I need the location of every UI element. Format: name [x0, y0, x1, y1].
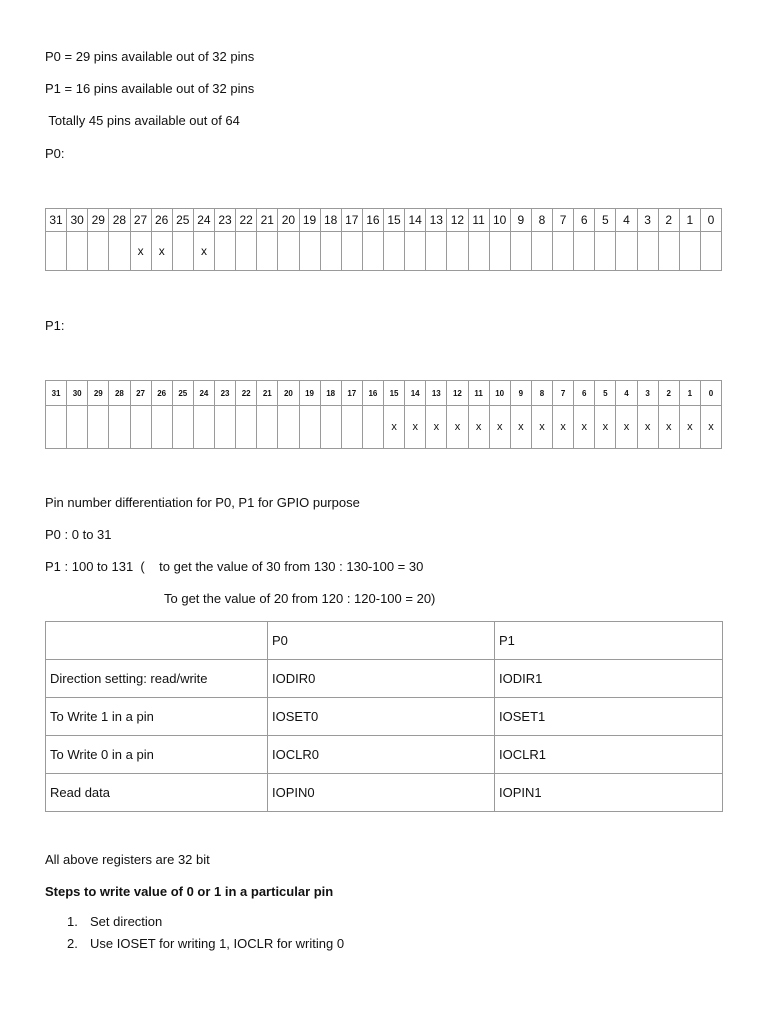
pin-mark-cell [109, 232, 130, 271]
pin-mark-cell [278, 406, 299, 449]
p0-range: P0 : 0 to 31 [45, 527, 112, 542]
step-text: Use IOSET for writing 1, IOCLR for writing 0 [90, 936, 345, 951]
register-cell: IOPIN1 [495, 774, 723, 812]
pin-number-cell: 22 [236, 209, 257, 232]
pin-number-cell: 12 [447, 381, 468, 406]
steps-list [45, 914, 344, 958]
p1-range-continued: To get the value of 20 from 120 : 120-100 = 20) [164, 591, 436, 606]
pin-number-cell: 6 [574, 209, 595, 232]
pin-mark-cell [215, 406, 236, 449]
register-cell: IOCLR1 [495, 736, 723, 774]
pin-mark-cell [341, 406, 362, 449]
steps-heading: Steps to write value of 0 or 1 in a particular pin [45, 884, 334, 899]
pin-mark-cell [67, 232, 88, 271]
pin-mark-cell: x [679, 406, 700, 449]
pin-mark-cell [46, 232, 67, 271]
gpio-heading: Pin number differentiation for P0, P1 for GPIO purpose [45, 495, 360, 510]
pin-number-cell: 29 [88, 209, 109, 232]
pin-mark-cell [679, 232, 700, 271]
pin-mark-cell [362, 406, 383, 449]
pin-mark-cell: x [637, 406, 658, 449]
pin-number-cell: 23 [215, 381, 236, 406]
pin-mark-cell [151, 406, 172, 449]
pin-mark-cell [88, 406, 109, 449]
pin-number-cell: 8 [531, 209, 552, 232]
pin-number-cell: 2 [658, 381, 679, 406]
pin-mark-cell [320, 406, 341, 449]
p1-pin-mark-row [46, 406, 722, 449]
pin-mark-cell [616, 232, 637, 271]
register-header-row [46, 622, 723, 660]
pin-mark-cell: x [595, 406, 616, 449]
pin-number-cell: 17 [341, 381, 362, 406]
register-cell: Read data [46, 774, 268, 812]
pin-number-cell: 15 [384, 381, 405, 406]
register-row [46, 774, 723, 812]
pin-mark-cell [574, 232, 595, 271]
pin-mark-cell: x [574, 406, 595, 449]
pin-mark-cell [46, 406, 67, 449]
pin-number-cell: 27 [130, 381, 151, 406]
pin-number-cell: 30 [67, 381, 88, 406]
pin-mark-cell [658, 232, 679, 271]
pin-number-cell: 18 [320, 209, 341, 232]
pin-mark-cell [172, 232, 193, 271]
pin-number-cell: 12 [447, 209, 468, 232]
pin-mark-cell [130, 406, 151, 449]
pin-number-cell: 16 [362, 209, 383, 232]
pin-mark-cell [109, 406, 130, 449]
pin-number-cell: 11 [468, 381, 489, 406]
p0-pin-mark-row [46, 232, 722, 271]
pin-number-cell: 22 [236, 381, 257, 406]
list-item [45, 936, 344, 958]
pin-mark-cell [489, 232, 510, 271]
pin-number-cell: 7 [553, 209, 574, 232]
pin-number-cell: 21 [257, 381, 278, 406]
pin-number-cell: 17 [341, 209, 362, 232]
pin-mark-cell [67, 406, 88, 449]
pin-number-cell: 0 [700, 381, 721, 406]
register-cell: IOSET0 [268, 698, 495, 736]
pin-number-cell: 4 [616, 209, 637, 232]
pin-mark-cell [426, 232, 447, 271]
pin-mark-cell [341, 232, 362, 271]
pin-mark-cell [257, 232, 278, 271]
pin-number-cell: 20 [278, 209, 299, 232]
pin-mark-cell [384, 232, 405, 271]
pin-number-cell: 9 [510, 381, 531, 406]
pin-mark-cell: x [531, 406, 552, 449]
pin-number-cell: 31 [46, 381, 67, 406]
register-cell: IOSET1 [495, 698, 723, 736]
pin-mark-cell [531, 232, 552, 271]
pin-number-cell: 28 [109, 381, 130, 406]
pin-number-cell: 3 [637, 209, 658, 232]
register-table [45, 621, 723, 812]
pin-number-cell: 1 [679, 209, 700, 232]
pin-number-cell: 20 [278, 381, 299, 406]
pin-mark-cell [257, 406, 278, 449]
total-summary: Totally 45 pins available out of 64 [45, 113, 240, 128]
list-item [45, 914, 344, 936]
p1-range: P1 : 100 to 131 ( to get the value of 30 from 130 : 130-100 = 30 [45, 559, 424, 574]
pin-mark-cell [299, 232, 320, 271]
pin-mark-cell: x [616, 406, 637, 449]
register-cell: To Write 0 in a pin [46, 736, 268, 774]
pin-mark-cell [278, 232, 299, 271]
step-number: 2. [67, 936, 78, 951]
register-row [46, 660, 723, 698]
pin-number-cell: 18 [320, 381, 341, 406]
pin-number-cell: 6 [574, 381, 595, 406]
register-cell: Direction setting: read/write [46, 660, 268, 698]
pin-mark-cell: x [130, 232, 151, 271]
pin-number-cell: 28 [109, 209, 130, 232]
pin-number-cell: 16 [362, 381, 383, 406]
pin-number-cell: 8 [531, 381, 552, 406]
pin-mark-cell: x [553, 406, 574, 449]
pin-mark-cell [362, 232, 383, 271]
pin-number-cell: 7 [553, 381, 574, 406]
pin-mark-cell [510, 232, 531, 271]
register-cell: IOCLR0 [268, 736, 495, 774]
register-header-cell: P1 [495, 622, 723, 660]
pin-number-cell: 30 [67, 209, 88, 232]
register-header-cell: P0 [268, 622, 495, 660]
pin-mark-cell [88, 232, 109, 271]
pin-mark-cell: x [193, 232, 214, 271]
p1-pin-table [45, 380, 722, 449]
register-row [46, 698, 723, 736]
pin-mark-cell [595, 232, 616, 271]
register-header-cell [46, 622, 268, 660]
pin-number-cell: 31 [46, 209, 67, 232]
p1-label: P1: [45, 318, 65, 333]
pin-number-cell: 23 [215, 209, 236, 232]
pin-mark-cell: x [384, 406, 405, 449]
step-text: Set direction [90, 914, 163, 929]
pin-number-cell: 24 [193, 209, 214, 232]
register-row [46, 736, 723, 774]
pin-number-cell: 5 [595, 209, 616, 232]
pin-number-cell: 5 [595, 381, 616, 406]
pin-mark-cell [468, 232, 489, 271]
pin-mark-cell: x [489, 406, 510, 449]
pin-number-cell: 2 [658, 209, 679, 232]
pin-number-cell: 24 [193, 381, 214, 406]
pin-number-cell: 15 [384, 209, 405, 232]
pin-number-cell: 26 [151, 381, 172, 406]
pin-number-cell: 27 [130, 209, 151, 232]
register-cell: IODIR1 [495, 660, 723, 698]
pin-mark-cell [447, 232, 468, 271]
pin-number-cell: 21 [257, 209, 278, 232]
pin-mark-cell [236, 406, 257, 449]
pin-number-cell: 10 [489, 209, 510, 232]
pin-mark-cell [172, 406, 193, 449]
pin-number-cell: 19 [299, 209, 320, 232]
pin-number-cell: 25 [172, 209, 193, 232]
pin-mark-cell: x [151, 232, 172, 271]
step-number: 1. [67, 914, 78, 929]
pin-mark-cell: x [700, 406, 721, 449]
pin-number-cell: 11 [468, 209, 489, 232]
pin-number-cell: 4 [616, 381, 637, 406]
pin-mark-cell [193, 406, 214, 449]
pin-number-cell: 13 [426, 381, 447, 406]
pin-mark-cell [637, 232, 658, 271]
pin-number-cell: 13 [426, 209, 447, 232]
pin-mark-cell [236, 232, 257, 271]
pin-number-cell: 14 [405, 209, 426, 232]
pin-mark-cell: x [405, 406, 426, 449]
register-cell: IODIR0 [268, 660, 495, 698]
p0-label: P0: [45, 146, 65, 161]
pin-mark-cell: x [510, 406, 531, 449]
pin-mark-cell [215, 232, 236, 271]
pin-mark-cell: x [426, 406, 447, 449]
pin-number-cell: 25 [172, 381, 193, 406]
pin-mark-cell [553, 232, 574, 271]
pin-number-cell: 1 [679, 381, 700, 406]
pin-number-cell: 26 [151, 209, 172, 232]
p1-pin-header-row [46, 381, 722, 406]
pin-mark-cell [320, 232, 341, 271]
p0-summary: P0 = 29 pins available out of 32 pins [45, 49, 255, 64]
pin-mark-cell [299, 406, 320, 449]
pin-number-cell: 19 [299, 381, 320, 406]
register-cell: To Write 1 in a pin [46, 698, 268, 736]
pin-mark-cell [405, 232, 426, 271]
pin-mark-cell: x [468, 406, 489, 449]
pin-number-cell: 29 [88, 381, 109, 406]
pin-mark-cell: x [447, 406, 468, 449]
register-cell: IOPIN0 [268, 774, 495, 812]
pin-number-cell: 3 [637, 381, 658, 406]
p1-summary: P1 = 16 pins available out of 32 pins [45, 81, 255, 96]
pin-mark-cell [700, 232, 721, 271]
pin-number-cell: 10 [489, 381, 510, 406]
pin-number-cell: 0 [700, 209, 721, 232]
pin-number-cell: 9 [510, 209, 531, 232]
pin-number-cell: 14 [405, 381, 426, 406]
registers-note: All above registers are 32 bit [45, 852, 210, 867]
pin-mark-cell: x [658, 406, 679, 449]
p0-pin-table [45, 208, 722, 271]
p0-pin-header-row [46, 209, 722, 232]
